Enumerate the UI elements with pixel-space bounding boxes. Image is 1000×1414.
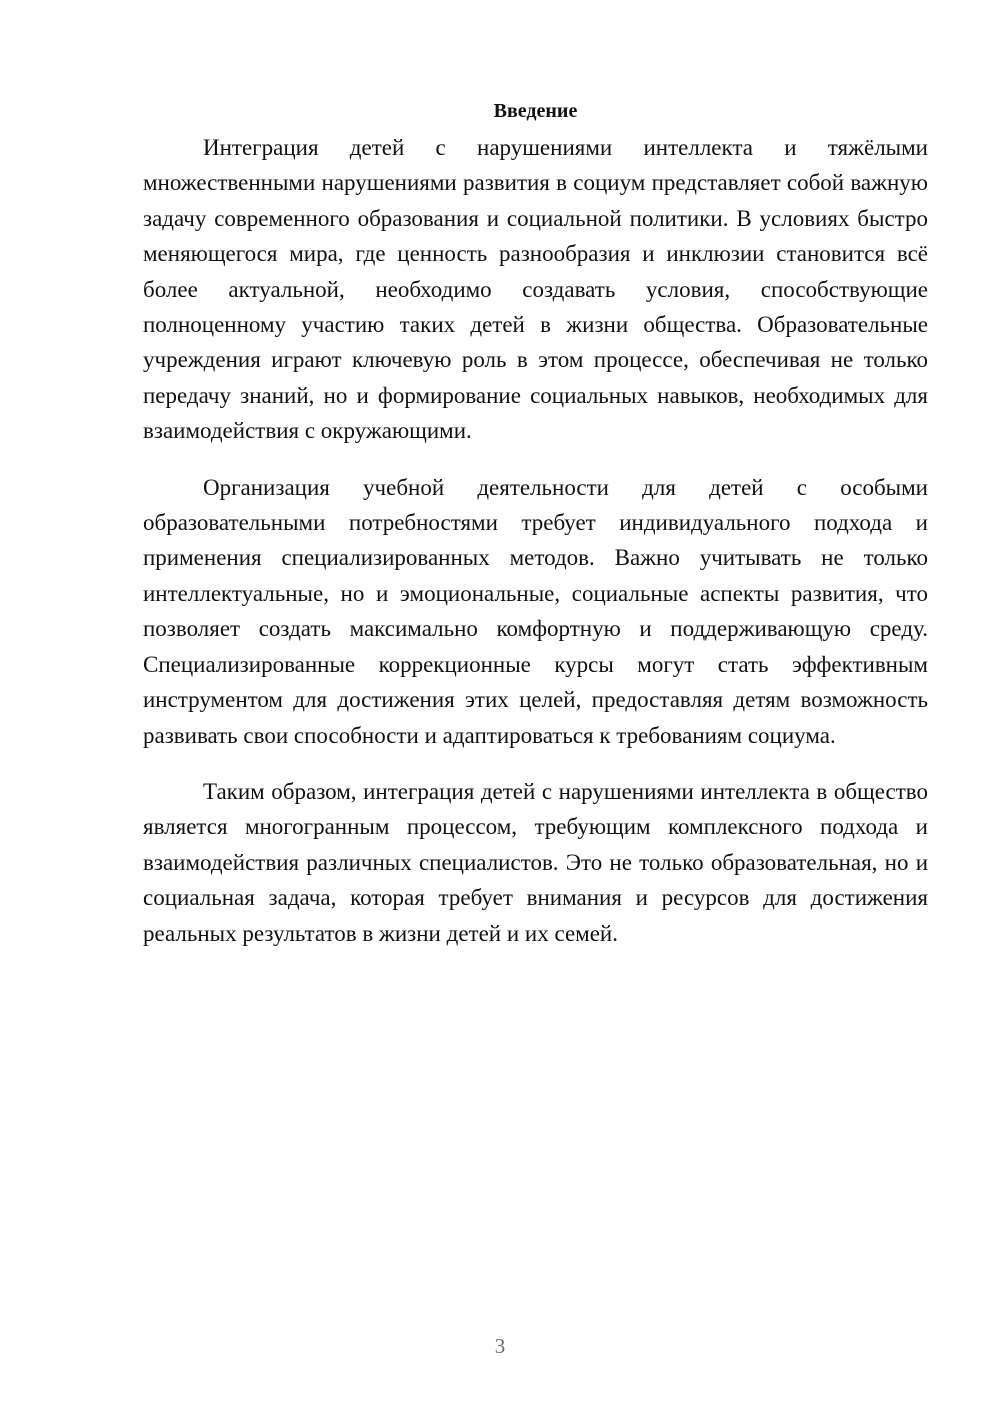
paragraph-3: Таким образом, интеграция детей с нарушениями интеллекта в общество является многогранным процессом, требующим комплексного подхода и взаимодействия различных специалистов. Это не только образовательная, но и социальная задача, которая требует внимания и ресурсов для достижения реальных результатов в жизни детей и их семей. bbox=[143, 778, 928, 946]
section-heading: Введение bbox=[493, 100, 578, 122]
page-content bbox=[143, 96, 928, 972]
page-number: 3 bbox=[494, 1334, 506, 1358]
paragraph-1: Интеграция детей с нарушениями интеллекта и тяжёлыми множественными нарушениями развития в социум представляет собой важную задачу современного образования и социальной политики. В условиях быстро меняющегося мира, где ценность разнообразия и инклюзии становится всё более актуальной, необходимо создавать условия, способствующие полноценному участию таких детей в жизни общества. Образовательные учреждения играют ключевую роль в этом процессе, обеспечивая не только передачу знаний, но и формирование социальных навыков, необходимых для взаимодействия с окружающими. bbox=[143, 135, 928, 444]
paragraph-2: Организация учебной деятельности для детей с особыми образовательными потребностями требует индивидуального подхода и применения специализированных методов. Важно учитывать не только интеллектуальные, но и эмоциональные, социальные аспекты развития, что позволяет создать максимально комфортную и поддерживающую среду. Специализированные коррекционные курсы могут стать эффективным инструментом для достижения этих целей, предоставляя детям возможность развивать свои способности и адаптироваться к требованиям социума. bbox=[143, 474, 928, 748]
